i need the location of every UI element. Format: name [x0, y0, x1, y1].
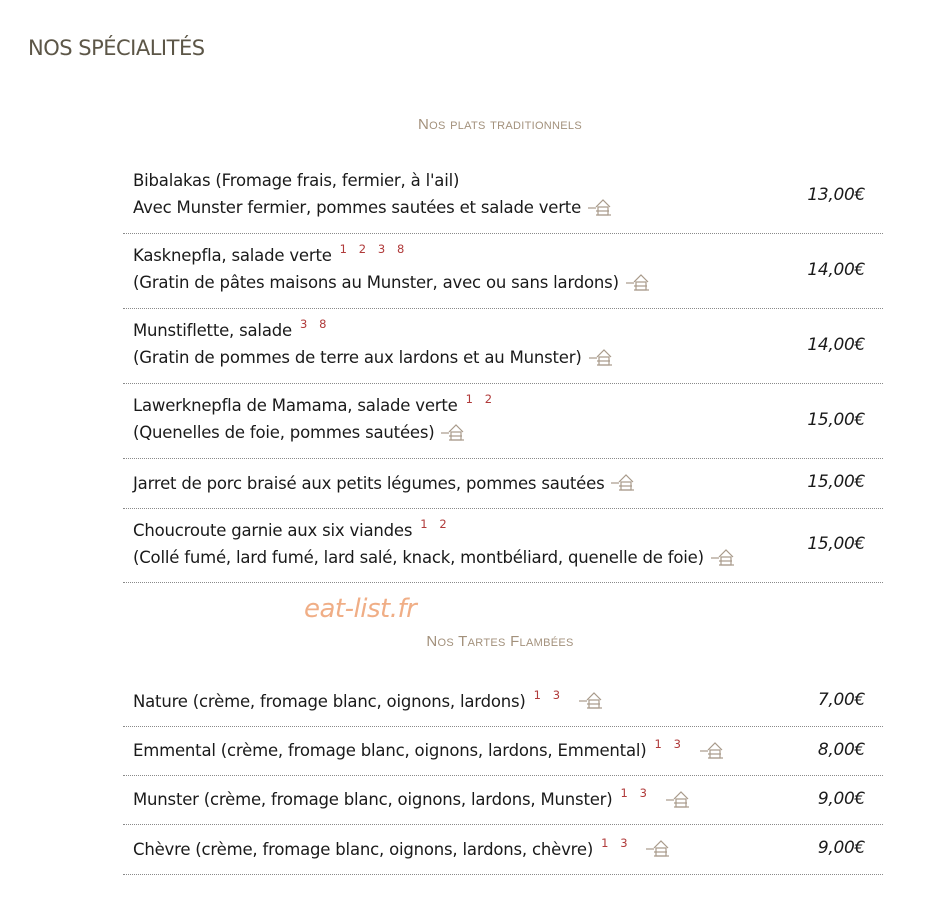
menu-item-name: [133, 242, 651, 269]
menu-item-text: Emmental (crème, fromage blanc, oignons, lardons, Emmental): [133, 741, 647, 760]
menu-item-price: 15,00€: [807, 409, 865, 430]
menu-item-name: [133, 517, 736, 544]
menu-item: [123, 384, 883, 459]
menu-item-detail: [133, 544, 736, 571]
menu-item-description: [133, 737, 725, 764]
section-title-traditional: Nos plats traditionnels: [417, 116, 582, 133]
house-icon: [665, 789, 691, 809]
menu-item-name: [133, 688, 604, 715]
allergen-number: 3: [620, 835, 628, 850]
house-icon: [578, 690, 604, 710]
menu-item-name: [133, 167, 613, 194]
menu-item-description: [133, 836, 671, 863]
menu-item-text: (Gratin de pâtes maisons au Munster, avec ou sans lardons): [133, 273, 619, 292]
menu-item-name: [133, 317, 614, 344]
menu-item-text: Choucroute garnie aux six viandes: [133, 521, 413, 540]
menu-item-text: Munster (crème, fromage blanc, oignons, lardons, Munster): [133, 790, 613, 809]
menu-item-text: (Gratin de pommes de terre aux lardons et au Munster): [133, 348, 582, 367]
allergen-number: 8: [319, 317, 327, 331]
menu-item: [123, 459, 883, 509]
menu-item-detail: [133, 194, 613, 221]
allergen-number: 1: [420, 517, 428, 531]
allergen-number: 3: [552, 687, 560, 702]
allergen-number: 3: [377, 242, 386, 256]
menu-item-detail: [133, 269, 651, 296]
menu-item-price: 15,00€: [807, 534, 865, 554]
menu-item: [123, 309, 883, 384]
menu-item-text: Munstiflette, salade: [133, 321, 292, 340]
menu-item: [123, 509, 883, 583]
allergen-list: [601, 835, 639, 859]
menu-item-description: [133, 688, 604, 715]
allergen-list: [339, 242, 417, 265]
menu-item-text: Kasknepfla, salade verte: [133, 246, 332, 265]
menu-item-name: [133, 737, 725, 764]
menu-item: [123, 234, 883, 309]
allergen-number: 1: [533, 687, 541, 702]
menu-list-tartes-flambees: [123, 677, 883, 875]
house-icon: [588, 347, 614, 367]
menu-item-text: (Collé fumé, lard fumé, lard salé, knack, montbéliard, quenelle de foie): [133, 548, 704, 567]
section-title-tartes-flambees: Nos Tartes Flambées: [426, 633, 574, 650]
allergen-list: [533, 687, 572, 711]
menu-item-description: [133, 317, 614, 371]
menu-item-description: [133, 470, 636, 497]
menu-item-detail: [133, 344, 614, 371]
menu-item-description: [133, 517, 736, 571]
menu-item-name: [133, 470, 636, 497]
menu-item-name: [133, 786, 691, 813]
allergen-number: 3: [639, 786, 647, 800]
allergen-list: [299, 317, 338, 340]
allergen-list: [654, 737, 693, 760]
menu-item-price: 7,00€: [817, 690, 865, 710]
menu-item-price: 15,00€: [807, 472, 865, 492]
watermark: eat-list.fr: [304, 594, 417, 624]
house-icon: [645, 838, 671, 858]
menu-item-name: [133, 392, 504, 419]
allergen-number: 2: [439, 517, 447, 531]
allergen-list: [420, 517, 458, 540]
menu-item-text: Lawerknepfla de Mamama, salade verte: [133, 396, 458, 415]
menu-item-text: Nature (crème, fromage blanc, oignons, lardons): [133, 691, 526, 711]
menu-item-text: (Quenelles de foie, pommes sautées): [133, 423, 435, 442]
menu-item-price: 14,00€: [807, 334, 865, 355]
allergen-list: [465, 392, 504, 415]
menu-item-description: [133, 786, 691, 813]
menu-list-traditional: [123, 159, 883, 583]
menu-item-description: [133, 167, 613, 221]
menu-item-description: [133, 392, 504, 446]
menu-item-price: 9,00€: [817, 788, 865, 809]
allergen-number: 1: [465, 392, 473, 406]
allergen-number: 2: [484, 392, 492, 406]
menu-item-text: Chèvre (crème, fromage blanc, oignons, lardons, chèvre): [133, 839, 594, 859]
allergen-number: 1: [339, 242, 347, 256]
menu-item-text: Avec Munster fermier, pommes sautées et salade verte: [133, 198, 582, 217]
allergen-number: 1: [601, 835, 609, 850]
house-icon: [625, 272, 651, 292]
menu-item-price: 14,00€: [807, 259, 865, 280]
allergen-list: [620, 786, 659, 809]
house-icon: [440, 422, 466, 442]
menu-item: [123, 727, 883, 776]
allergen-number: 3: [673, 737, 681, 751]
menu-item-price: 9,00€: [817, 838, 865, 858]
menu-item-price: 13,00€: [807, 184, 865, 205]
menu-item: [123, 159, 883, 234]
menu-item: [123, 825, 883, 875]
allergen-number: 3: [299, 317, 308, 331]
menu-item-name: [133, 836, 671, 863]
house-icon: [710, 547, 736, 567]
menu-item-text: Bibalakas (Fromage frais, fermier, à l'ail): [133, 171, 460, 190]
menu-item: [123, 776, 883, 825]
house-icon: [610, 472, 636, 492]
menu-item-price: 8,00€: [817, 739, 865, 760]
allergen-number: 1: [654, 737, 662, 751]
menu-item-description: [133, 242, 651, 296]
house-icon: [699, 740, 725, 760]
menu-item: [123, 677, 883, 727]
allergen-number: 1: [620, 786, 628, 800]
page-title: NOS SPÉCIALITÉS: [28, 36, 205, 60]
house-icon: [587, 197, 613, 217]
allergen-number: 8: [397, 242, 405, 256]
menu-item-text: Jarret de porc braisé aux petits légumes, pommes sautées: [133, 473, 605, 493]
allergen-number: 2: [358, 242, 366, 256]
menu-item-detail: [133, 419, 504, 446]
